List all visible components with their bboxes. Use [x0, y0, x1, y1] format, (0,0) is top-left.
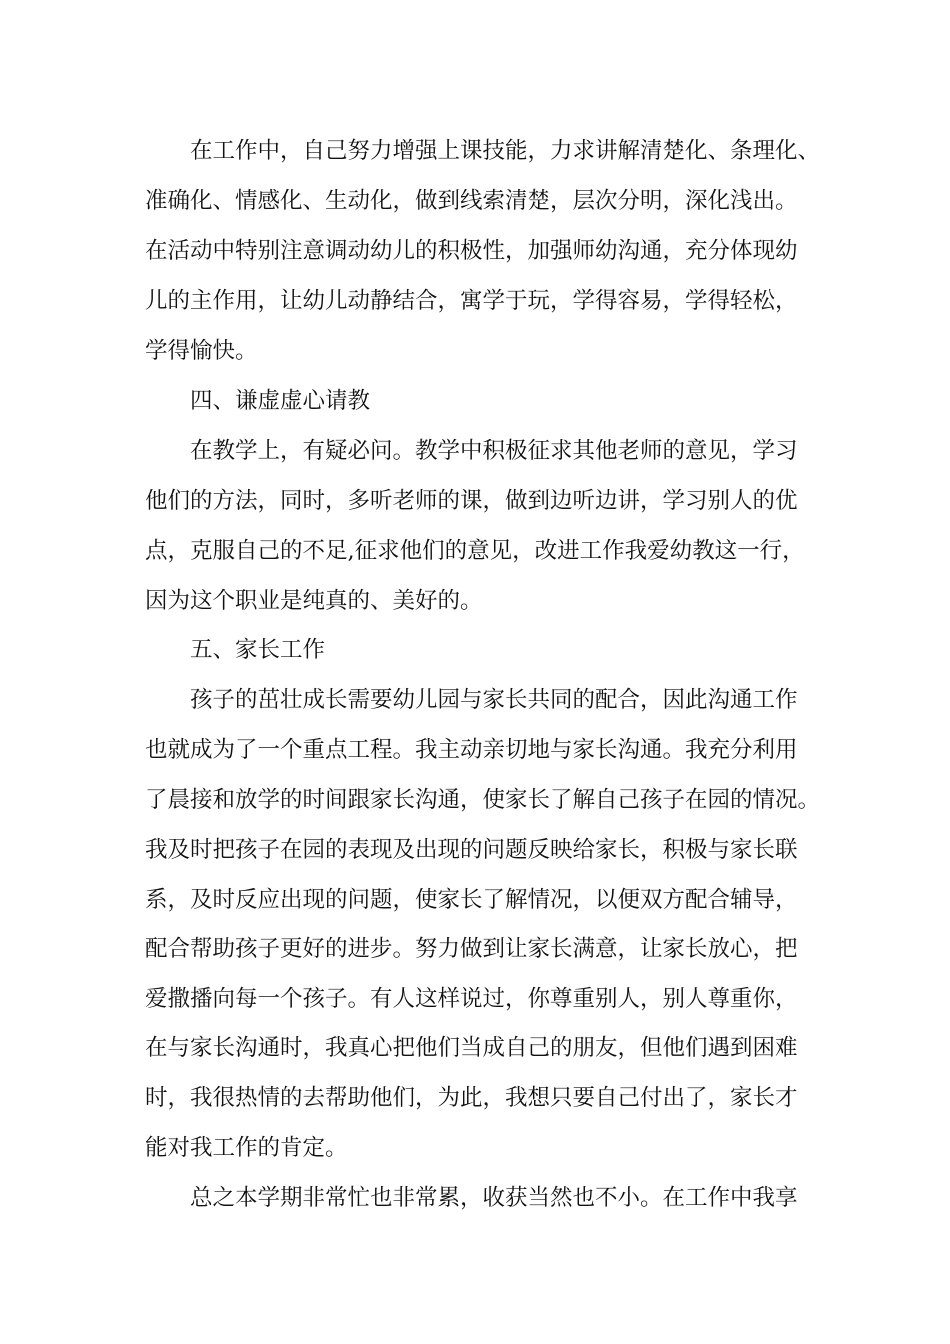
paragraph-line: 孩子的茁壮成长需要幼儿园与家长共同的配合，因此沟通工作	[190, 687, 798, 713]
paragraph-line: 儿的主作用，让幼儿动静结合，寓学于玩，学得容易，学得轻松，	[145, 288, 798, 314]
paragraph-line: 时，我很热情的去帮助他们，为此，我想只要自己付出了，家长才	[145, 1085, 798, 1111]
paragraph-line: 也就成为了一个重点工程。我主动亲切地与家长沟通。我充分利用	[145, 737, 798, 763]
paragraph-line: 爱撒播向每一个孩子。有人这样说过，你尊重别人，别人尊重你，	[145, 986, 798, 1012]
paragraph-line: 在工作中，自己努力增强上课技能，力求讲解清楚化、条理化、	[190, 138, 821, 164]
section-heading: 五、家长工作	[190, 637, 326, 663]
paragraph-line: 能对我工作的肯定。	[145, 1135, 348, 1161]
paragraph-line: 在与家长沟通时，我真心把他们当成自己的朋友，但他们遇到困难	[145, 1035, 798, 1061]
paragraph-line: 系，及时反应出现的问题，使家长了解情况，以便双方配合辅导，	[145, 887, 798, 913]
section-heading: 四、谦虚虚心请教	[190, 388, 371, 414]
paragraph-line: 点，克服自己的不足,征求他们的意见，改进工作我爱幼教这一行，	[145, 538, 805, 564]
paragraph-line: 因为这个职业是纯真的、美好的。	[145, 588, 483, 614]
paragraph-line: 在活动中特别注意调动幼儿的积极性，加强师幼沟通，充分体现幼	[145, 238, 798, 264]
paragraph-line: 我及时把孩子在园的表现及出现的问题反映给家长，积极与家长联	[145, 837, 798, 863]
paragraph-line: 了晨接和放学的时间跟家长沟通，使家长了解自己孩子在园的情况。	[145, 787, 821, 813]
paragraph-line: 学得愉快。	[145, 338, 258, 364]
paragraph-line: 他们的方法，同时，多听老师的课，做到边听边讲，学习别人的优	[145, 488, 798, 514]
paragraph-line: 在教学上，有疑必问。教学中积极征求其他老师的意见，学习	[190, 438, 798, 464]
paragraph-line: 配合帮助孩子更好的进步。努力做到让家长满意，让家长放心，把	[145, 936, 798, 962]
paragraph-line: 准确化、情感化、生动化，做到线索清楚，层次分明，深化浅出。	[145, 188, 798, 214]
paragraph-line: 总之本学期非常忙也非常累，收获当然也不小。在工作中我享	[190, 1185, 798, 1211]
